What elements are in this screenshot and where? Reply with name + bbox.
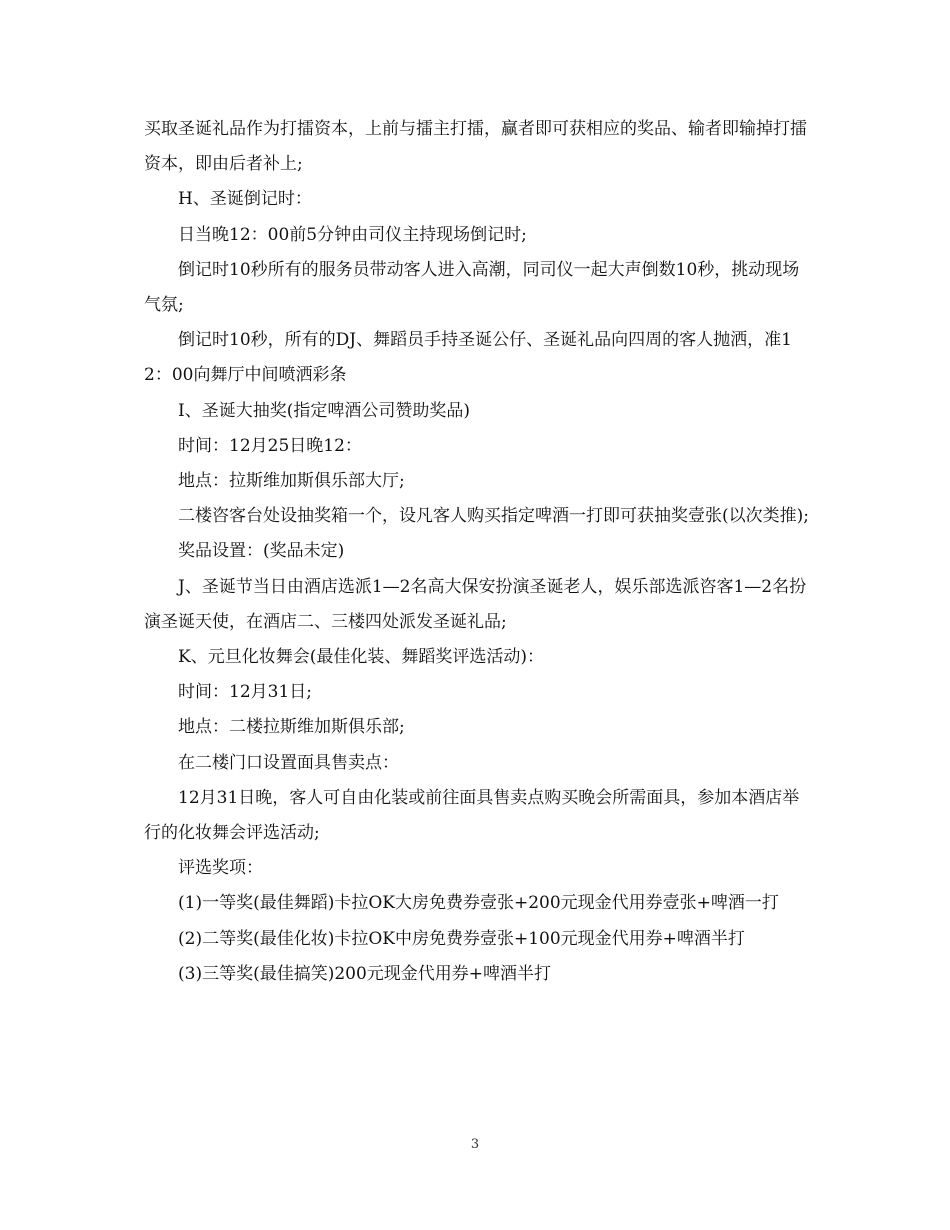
paragraph: 时间：12月31日; [178,682,312,703]
paragraph: 日当晚12：00前5分钟由司仪主持现场倒记时; [178,224,527,245]
paragraph: 12月31日晚，客人可自由化装或前往面具售卖点购买晚会所需面具，参加本酒店举行的化妆舞会评选活动; [144,787,800,844]
document-body [144,112,814,992]
paragraph: 倒记时10秒，所有的DJ、舞蹈员手持圣诞公仔、圣诞礼品向四周的客人抛洒，准12：00向舞厅中间喷洒彩条 [144,330,792,386]
paragraph: 时间：12月25日晚12： [178,435,362,456]
paragraph: (2)二等奖(最佳化妆)卡拉OK中房免费券壹张+100元现金代用券+啤酒半打 [178,928,745,949]
paragraph: (3)三等奖(最佳搞笑)200元现金代用券+啤酒半打 [178,963,552,984]
paragraph: K、元旦化妆舞会(最佳化装、舞蹈奖评选活动)： [178,647,544,668]
paragraph: 二楼咨客台处设抽奖箱一个，设凡客人购买指定啤酒一打即可获抽奖壹张(以次类推); [178,506,809,527]
paragraph: 买取圣诞礼品作为打擂资本，上前与擂主打擂，赢者即可获相应的奖品、输者即输掉打擂资本，即由后者补上; [144,119,807,175]
paragraph: 地点：二楼拉斯维加斯俱乐部; [178,717,405,738]
paragraph: 奖品设置：(奖品未定) [178,541,345,562]
paragraph: 地点：拉斯维加斯俱乐部大厅; [178,471,405,492]
paragraph: 在二楼门口设置面具售卖点： [178,752,399,773]
paragraph: I、圣诞大抽奖(指定啤酒公司赞助奖品) [178,400,470,421]
paragraph: 评选奖项： [178,858,263,879]
paragraph: H、圣诞倒记时： [178,189,312,210]
paragraph: (1)一等奖(最佳舞蹈)卡拉OK大房免费券壹张+200元现金代用券壹张+啤酒一打 [178,893,779,914]
paragraph: 倒记时10秒所有的服务员带动客人进入高潮，同司仪一起大声倒数10秒，挑动现场气氛; [144,259,800,316]
paragraph: J、圣诞节当日由酒店选派1—2名高大保安扮演圣诞老人，娱乐部选派咨客1—2名扮演圣诞天使，在酒店二、三楼四处派发圣诞礼品; [144,576,807,632]
page-number: 3 [470,1137,480,1152]
